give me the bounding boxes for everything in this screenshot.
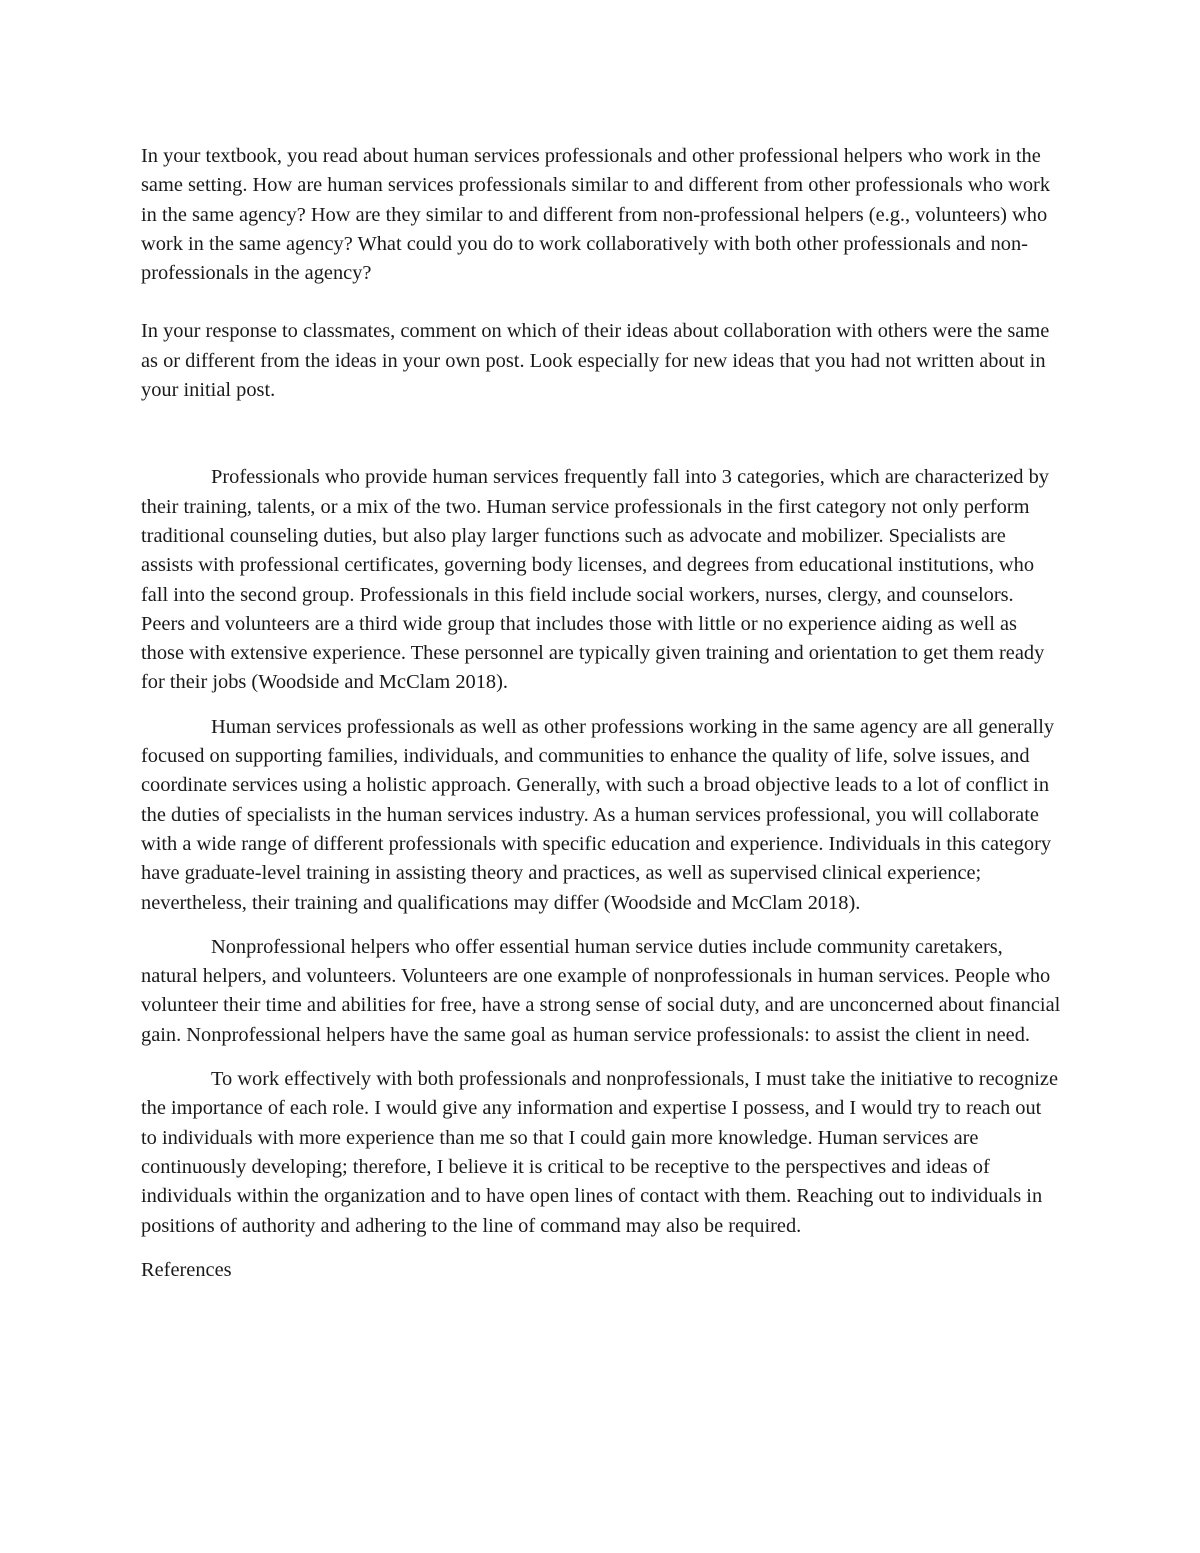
prompt-paragraph: In your response to classmates, comment on which of their ideas about collaboration with others were the same as or different from the ideas in your own post. Look especially for new ideas that you had not written about in your initial post.: [141, 320, 1050, 402]
essay-paragraph: Nonprofessional helpers who offer essential human service duties include community caretakers, natural helpers, and volunteers. Volunteers are one example of nonprofessionals in human services. People who volunteer their time and abilities for free, have a strong sense of social duty, and are unconcerned about financial gain. Nonprofessional helpers have the same goal as human service professionals: to assist the client in need.: [141, 935, 1061, 1046]
essay-response: [141, 463, 1061, 1240]
document-body: [141, 142, 1061, 1285]
essay-paragraph: To work effectively with both professionals and nonprofessionals, I must take the initiative to recognize the importance of each role. I would give any information and expertise I possess, and I would try to reach out to individuals with more experience than me so that I could gain more knowledge. Human services are continuously developing; therefore, I believe it is critical to be receptive to the perspectives and ideas of individuals within the organization and to have open lines of contact with them. Reaching out to individuals in positions of authority and adhering to the line of command may also be required.: [141, 1068, 1059, 1237]
essay-paragraph: Human services professionals as well as other professions working in the same agency are all generally focused on supporting families, individuals, and communities to enhance the quality of life, solve issues, and coordinate services using a holistic approach. Generally, with such a broad objective leads to a lot of conflict in the duties of specialists in the human services industry. As a human services professional, you will collaborate with a wide range of different professionals with specific education and experience. Individuals in this category have graduate-level training in assisting theory and practices, as well as supervised clinical experience; nevertheless, their training and qualifications may differ (Woodside and McClam 2018).: [141, 715, 1055, 914]
references-heading: References: [141, 1258, 232, 1281]
discussion-prompt: [141, 142, 1061, 405]
prompt-paragraph: In your textbook, you read about human services professionals and other professional helpers who work in the same setting. How are human services professionals similar to and different from other professionals who work in the same agency? How are they similar to and different from non-professional helpers (e.g., volunteers) who work in the same agency? What could you do to work collaboratively with both other professionals and non-professionals in the agency?: [141, 145, 1051, 285]
essay-paragraph: Professionals who provide human services frequently fall into 3 categories, which are characterized by their training, talents, or a mix of the two. Human service professionals in the first category not only perform traditional counseling duties, but also play larger functions such as advocate and mobilizer. Specialists are assists with professional certificates, governing body licenses, and degrees from educational institutions, who fall into the second group. Professionals in this field include social workers, nurses, clergy, and counselors. Peers and volunteers are a third wide group that includes those with little or no experience aiding as well as those with extensive experience. These personnel are typically given training and orientation to get them ready for their jobs (Woodside and McClam 2018).: [141, 466, 1049, 694]
